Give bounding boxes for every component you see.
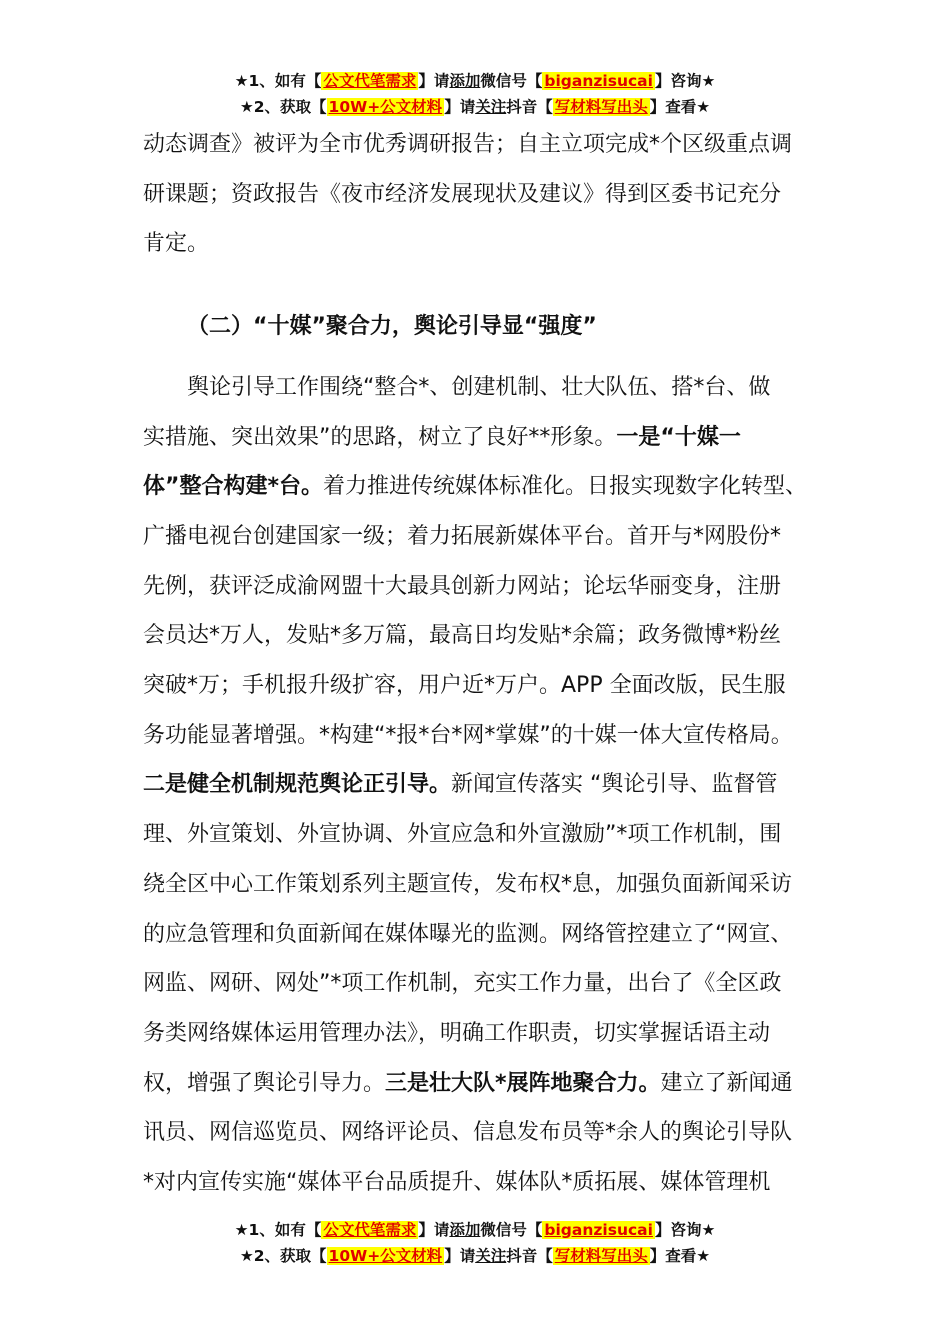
body-line: 的应急管理和负面新闻在媒体曝光的监测。网络管控建立了“网宣、 (143, 921, 793, 947)
body-text: 新闻宣传落实 “舆论引导、监督管 (451, 772, 778, 798)
banner-highlight: 10W+公文材料 (328, 1247, 443, 1265)
section-heading: （二）“十媒”聚合力，舆论引导显“强度” (187, 314, 597, 340)
body-line: 会员达*万人，发贴*多万篇，最高日均发贴*余篇；政务微博*粉丝 (143, 623, 782, 649)
banner-text: 微信号【 (480, 72, 543, 90)
banner-underline: 关注 (475, 1247, 507, 1265)
body-line (143, 462, 818, 512)
banner-text: 】咨询★ (654, 1221, 716, 1239)
body-line (143, 760, 818, 810)
banner-underline: 添加 (449, 72, 481, 90)
banner-line-2 (0, 1243, 950, 1269)
body-text: 着力推进传统媒体标准化。日报实现数字化转型、 (322, 474, 807, 500)
body-line: 务功能显著增强。*构建“*报*台*网*掌媒”的十媒一体大宣传格局。 (143, 722, 793, 748)
body-line: 讯员、网信巡览员、网络评论员、信息发布员等*余人的舆论引导队 (143, 1120, 793, 1146)
body-line: 务类网络媒体运用管理办法》，明确工作职责，切实掌握话语主动 (143, 1020, 771, 1046)
body-line: 广播电视台创建国家一级；着力拓展新媒体平台。首开与*网股份* (143, 523, 782, 549)
banner-text: 抖音【 (506, 98, 553, 116)
body-line: 网监、网研、网处”*项工作机制，充实工作力量，出台了《全区政 (143, 971, 782, 997)
banner-line-1 (0, 1217, 950, 1243)
bold-text: 二是健全机制规范舆论正引导。 (143, 772, 452, 798)
banner-text: 】请 (418, 72, 450, 90)
body-line: 理、外宣策划、外宣协调、外宣应急和外宣激励”*项工作机制，围 (143, 822, 782, 848)
banner-underline: 关注 (475, 98, 507, 116)
banner-text: 】咨询★ (654, 72, 716, 90)
banner-text: ★2、获取【 (239, 98, 327, 116)
body-line: 绕全区中心工作策划系列主题宣传，发布权*息，加强负面新闻采访 (143, 871, 793, 897)
banner-highlight: 写材料写出头 (554, 1247, 648, 1265)
body-line: 研课题；资政报告《夜市经济发展现状及建议》得到区委书记充分 (143, 181, 782, 207)
banner-highlight: biganzisucai (544, 72, 653, 90)
banner-line-2 (0, 94, 950, 120)
body-line: *对内宣传实施“媒体平台品质提升、媒体队*质拓展、媒体管理机 (143, 1170, 771, 1196)
banner-text: 】请 (418, 1221, 450, 1239)
banner-text: 微信号【 (480, 1221, 543, 1239)
banner-text: ★2、获取【 (239, 1247, 327, 1265)
body-line (143, 413, 818, 463)
body-line: 肯定。 (143, 231, 210, 257)
body-text: 权，增强了舆论引导力。 (143, 1070, 386, 1096)
body-line: 突破*万；手机报升级扩容，用户近*万户。APP 全面改版，民生服 (143, 673, 786, 699)
banner-highlight: 写材料写出头 (554, 98, 648, 116)
header-banner (0, 68, 950, 120)
banner-highlight: 公文代笔需求 (323, 72, 417, 90)
body-text: 建立了新闻通 (660, 1070, 793, 1096)
footer-banner (0, 1217, 950, 1269)
banner-text: 】请 (444, 98, 476, 116)
banner-text: 】查看★ (649, 98, 711, 116)
banner-highlight: 公文代笔需求 (323, 1221, 417, 1239)
banner-text: ★1、如有【 (234, 1221, 322, 1239)
banner-line-1 (0, 68, 950, 94)
body-text: 实措施、突出效果”的思路，树立了良好**形象。 (143, 424, 617, 450)
body-line: 动态调查》被评为全市优秀调研报告；自主立项完成*个区级重点调 (143, 132, 793, 157)
banner-highlight: biganzisucai (544, 1221, 653, 1239)
banner-text: 抖音【 (506, 1247, 553, 1265)
banner-text: 】查看★ (649, 1247, 711, 1265)
document-body (143, 120, 818, 1208)
bold-text: 三是壮大队*展阵地聚合力。 (385, 1070, 661, 1096)
body-line: 先例，获评泛成渝网盟十大最具创新力网站；论坛华丽变身，注册 (143, 573, 782, 599)
body-line: 舆论引导工作围绕“整合*、创建机制、壮大队伍、搭*台、做 (187, 374, 771, 400)
banner-text: ★1、如有【 (234, 72, 322, 90)
banner-highlight: 10W+公文材料 (328, 98, 443, 116)
banner-underline: 添加 (449, 1221, 481, 1239)
body-line (143, 1059, 818, 1109)
bold-text: 一是“十媒一 (616, 424, 741, 450)
bold-text: 体”整合构建*台。 (143, 474, 323, 500)
banner-text: 】请 (444, 1247, 476, 1265)
